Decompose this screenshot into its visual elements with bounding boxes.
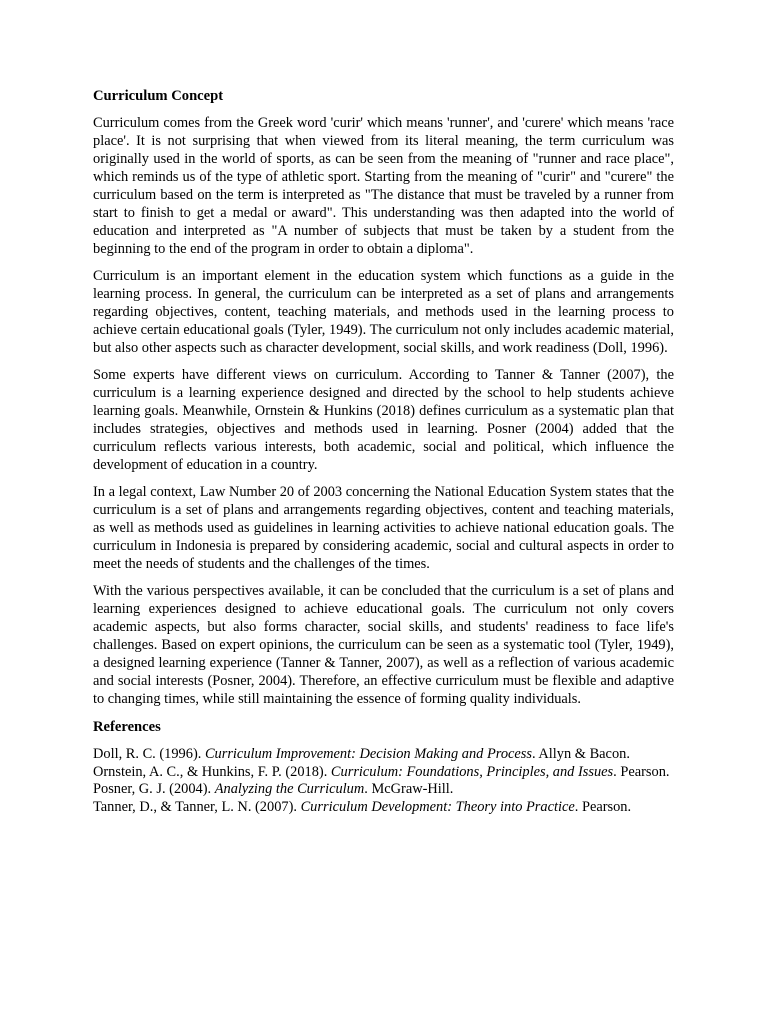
reference-publisher: . Pearson. (574, 798, 632, 815)
reference-authors: Posner, G. J. (2004). (93, 781, 215, 797)
reference-item (93, 799, 674, 817)
reference-title: Curriculum Improvement: Decision Making and Process (204, 746, 532, 762)
reference-publisher: . Pearson. (613, 763, 670, 780)
paragraph-5: With the various perspectives available, it can be concluded that the curriculum is a set of plans and learning experiences designed to achieve educational goals. The curriculum not only covers academic aspects, but also forms character, social skills, and students' readiness to face life's challenges. Based on expert opinions, the curriculum can be seen as a systematic tool (Tyler, 1949), a designed learning experience (Tanner & Tanner, 2007), as well as a reflection of various academic and social interests (Posner, 2004). Therefore, an effective curriculum must be flexible and adaptive to changing times, while still maintaining the essence of forming quality individuals. (93, 583, 674, 707)
reference-authors: Tanner, D., & Tanner, L. N. (2007). (93, 798, 301, 815)
paragraph-1: Curriculum comes from the Greek word 'curir' which means 'runner', and 'curere' which means 'race place'. It is not surprising that when viewed from its literal meaning, the term curriculum was originally used in the world of sports, as can be seen from the meaning of "runner and race place", which reminds us of the type of athletic sport. Starting from the meaning of "curir" and "curere" the curriculum based on the term is interpreted as "The distance that must be traveled by a runner from start to finish to get a medal or award". This understanding was then adapted into the world of education and interpreted as "A number of subjects that must be taken by a student from the beginning to the end of the program in order to obtain a diploma". (93, 115, 674, 257)
reference-publisher: . Allyn & Bacon. (532, 746, 630, 762)
paragraph-3: Some experts have different views on curriculum. According to Tanner & Tanner (2007), the curriculum is a learning experience designed and directed by the school to help students achieve learning goals. Meanwhile, Ornstein & Hunkins (2018) defines curriculum as a systematic plan that includes strategies, objectives and methods used in learning. Posner (2004) added that the curriculum reflects various interests, both academic, social and political, which influence the development of education in a country. (93, 367, 674, 473)
reference-title: Curriculum Development: Theory into Practice (300, 798, 575, 815)
references-list (93, 746, 674, 816)
reference-authors: Doll, R. C. (1996). (93, 746, 205, 762)
references-heading: References (93, 719, 161, 735)
paragraph-2: Curriculum is an important element in the education system which functions as a guide in the learning process. In general, the curriculum can be interpreted as a set of plans and arrangements regarding objectives, content, teaching materials, and methods used in the learning process to achieve certain educational goals (Tyler, 1949). The curriculum not only includes academic material, but also other aspects such as character development, social skills, and work readiness (Doll, 1996). (93, 268, 674, 356)
reference-publisher: . McGraw-Hill. (364, 781, 454, 797)
reference-authors: Ornstein, A. C., & Hunkins, F. P. (2018). (93, 763, 331, 780)
reference-title: Curriculum: Foundations, Principles, and Issues (330, 763, 614, 780)
reference-item (93, 781, 674, 799)
reference-title: Analyzing the Curriculum (214, 781, 365, 797)
reference-item (93, 764, 674, 782)
page-title: Curriculum Concept (93, 88, 224, 104)
reference-item (93, 746, 674, 764)
paragraph-4: In a legal context, Law Number 20 of 2003 concerning the National Education System states that the curriculum is a set of plans and arrangements regarding objectives, content and teaching materials, as well as methods used as guidelines in learning activities to achieve national education goals. The curriculum in Indonesia is prepared by considering academic, social and cultural aspects in order to meet the needs of students and the challenges of the times. (93, 484, 674, 572)
